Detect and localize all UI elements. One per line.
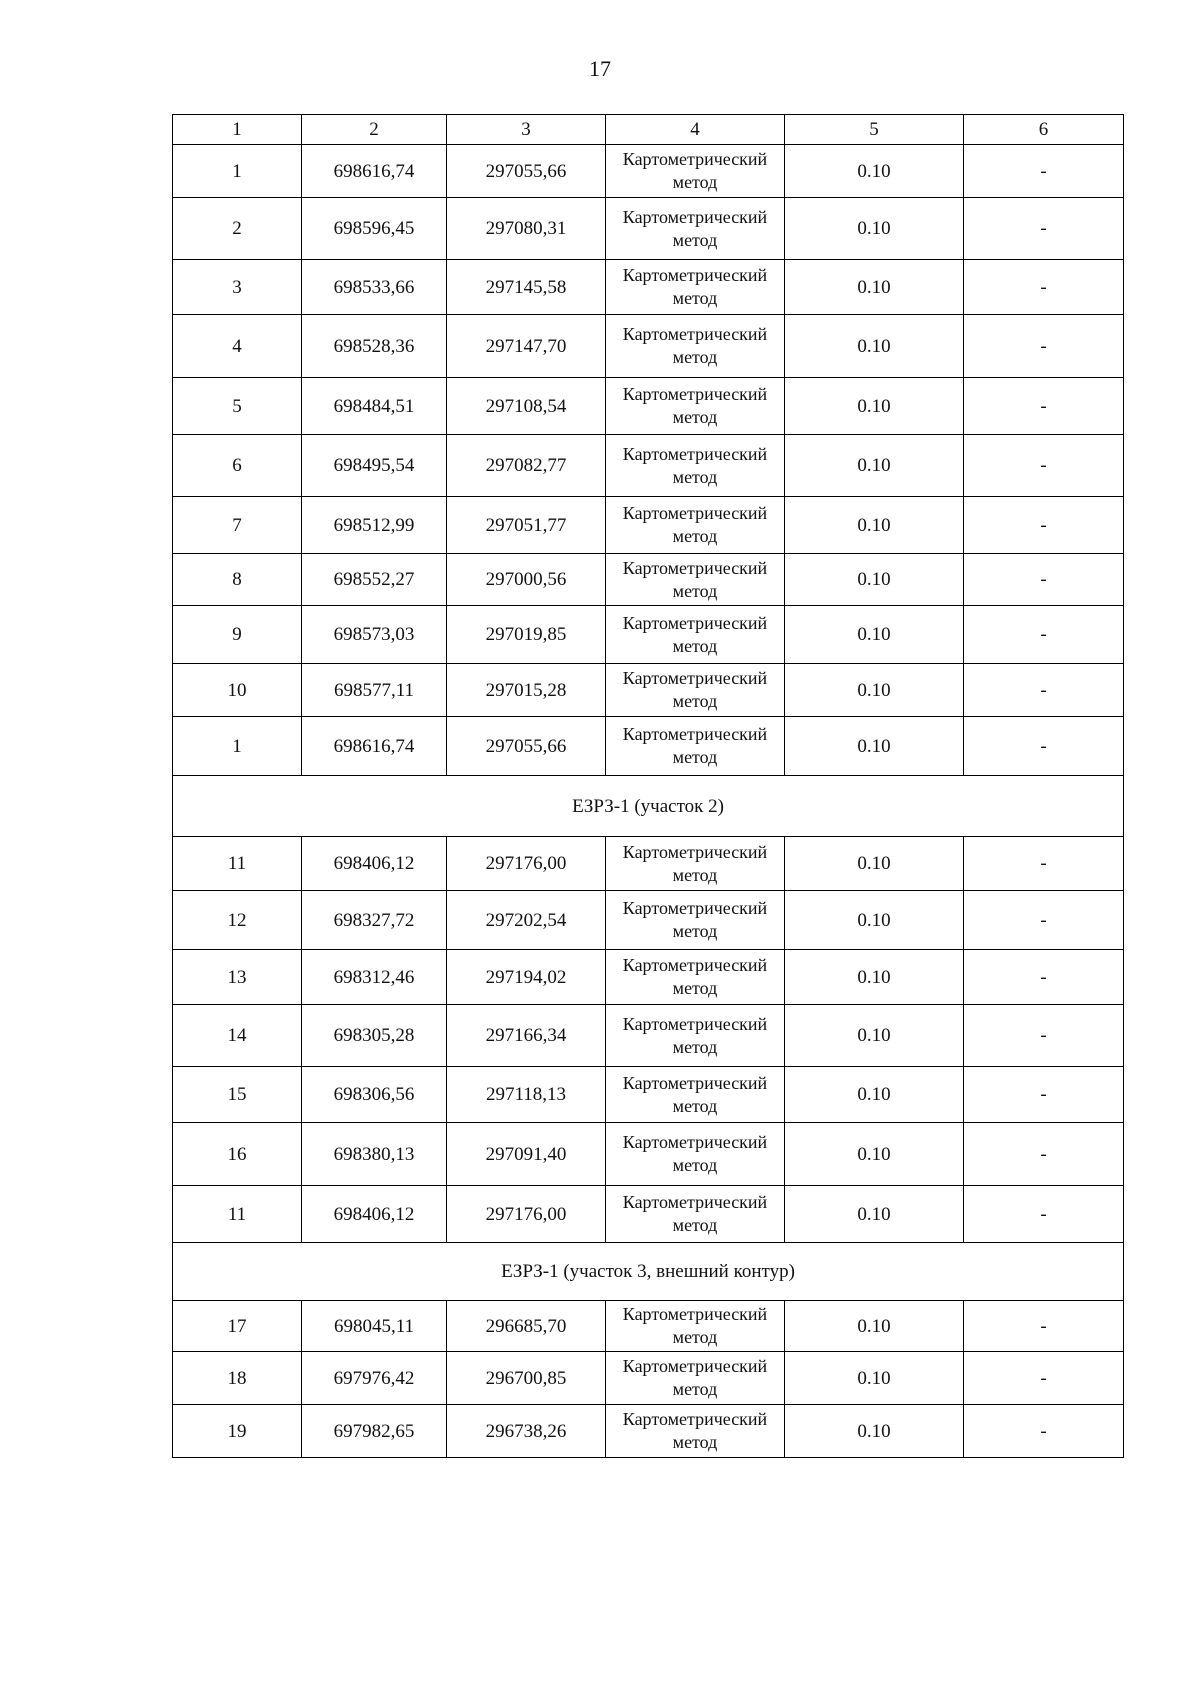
accuracy-cell: 0.10 [785,950,964,1005]
section-header-row [173,1243,1124,1301]
method-cell: Картометрический метод [606,837,785,891]
table-row [173,1005,1124,1067]
x-coordinate-cell: 698406,12 [302,1186,447,1243]
y-coordinate-cell: 297055,66 [447,717,606,776]
y-coordinate-cell: 297145,58 [447,260,606,315]
y-coordinate-cell: 297015,28 [447,664,606,717]
table-row [173,198,1124,260]
point-number-cell: 10 [173,664,302,717]
y-coordinate-cell: 297080,31 [447,198,606,260]
table-row [173,664,1124,717]
table-row [173,378,1124,435]
point-number-cell: 9 [173,606,302,664]
table-row [173,315,1124,378]
note-cell: - [964,1352,1124,1405]
column-header: 1 [173,115,302,145]
accuracy-cell: 0.10 [785,554,964,606]
method-cell: Картометрический метод [606,198,785,260]
accuracy-cell: 0.10 [785,1301,964,1352]
method-cell: Картометрический метод [606,891,785,950]
note-cell: - [964,145,1124,198]
table-row [173,1301,1124,1352]
table-row [173,260,1124,315]
point-number-cell: 19 [173,1405,302,1458]
y-coordinate-cell: 297082,77 [447,435,606,497]
table-body [173,115,1124,1458]
x-coordinate-cell: 698573,03 [302,606,447,664]
table-row [173,1186,1124,1243]
point-number-cell: 12 [173,891,302,950]
column-header: 5 [785,115,964,145]
point-number-cell: 15 [173,1067,302,1123]
x-coordinate-cell: 698512,99 [302,497,447,554]
method-cell: Картометрический метод [606,554,785,606]
table-row [173,1123,1124,1186]
note-cell: - [964,1405,1124,1458]
accuracy-cell: 0.10 [785,717,964,776]
accuracy-cell: 0.10 [785,1123,964,1186]
accuracy-cell: 0.10 [785,606,964,664]
table-row [173,606,1124,664]
method-cell: Картометрический метод [606,1186,785,1243]
note-cell: - [964,260,1124,315]
y-coordinate-cell: 297176,00 [447,1186,606,1243]
y-coordinate-cell: 296685,70 [447,1301,606,1352]
y-coordinate-cell: 297091,40 [447,1123,606,1186]
table-row [173,1405,1124,1458]
note-cell: - [964,1301,1124,1352]
point-number-cell: 18 [173,1352,302,1405]
point-number-cell: 3 [173,260,302,315]
note-cell: - [964,554,1124,606]
table-row [173,837,1124,891]
accuracy-cell: 0.10 [785,145,964,198]
section-title: ЕЗРЗ-1 (участок 2) [173,776,1124,837]
note-cell: - [964,606,1124,664]
note-cell: - [964,1123,1124,1186]
point-number-cell: 11 [173,1186,302,1243]
point-number-cell: 7 [173,497,302,554]
note-cell: - [964,497,1124,554]
method-cell: Картометрический метод [606,1405,785,1458]
x-coordinate-cell: 698406,12 [302,837,447,891]
method-cell: Картометрический метод [606,1301,785,1352]
x-coordinate-cell: 698616,74 [302,145,447,198]
point-number-cell: 1 [173,717,302,776]
note-cell: - [964,435,1124,497]
column-header: 3 [447,115,606,145]
note-cell: - [964,198,1124,260]
x-coordinate-cell: 698616,74 [302,717,447,776]
y-coordinate-cell: 297147,70 [447,315,606,378]
page-number: 17 [589,56,611,81]
x-coordinate-cell: 698305,28 [302,1005,447,1067]
table-row [173,891,1124,950]
accuracy-cell: 0.10 [785,891,964,950]
y-coordinate-cell: 297019,85 [447,606,606,664]
point-number-cell: 8 [173,554,302,606]
method-cell: Картометрический метод [606,1067,785,1123]
point-number-cell: 14 [173,1005,302,1067]
coordinates-table [172,114,1124,1458]
note-cell: - [964,1005,1124,1067]
column-header: 2 [302,115,447,145]
y-coordinate-cell: 297000,56 [447,554,606,606]
table-row [173,145,1124,198]
column-header-row [173,115,1124,145]
method-cell: Картометрический метод [606,497,785,554]
y-coordinate-cell: 297118,13 [447,1067,606,1123]
note-cell: - [964,315,1124,378]
table-row [173,717,1124,776]
x-coordinate-cell: 697982,65 [302,1405,447,1458]
method-cell: Картометрический метод [606,145,785,198]
section-header-row [173,776,1124,837]
y-coordinate-cell: 296738,26 [447,1405,606,1458]
table-row [173,1067,1124,1123]
column-header: 4 [606,115,785,145]
y-coordinate-cell: 297194,02 [447,950,606,1005]
note-cell: - [964,1067,1124,1123]
note-cell: - [964,891,1124,950]
note-cell: - [964,1186,1124,1243]
x-coordinate-cell: 698045,11 [302,1301,447,1352]
table-row [173,1352,1124,1405]
x-coordinate-cell: 698306,56 [302,1067,447,1123]
point-number-cell: 4 [173,315,302,378]
accuracy-cell: 0.10 [785,315,964,378]
method-cell: Картометрический метод [606,717,785,776]
accuracy-cell: 0.10 [785,260,964,315]
accuracy-cell: 0.10 [785,837,964,891]
accuracy-cell: 0.10 [785,497,964,554]
point-number-cell: 13 [173,950,302,1005]
accuracy-cell: 0.10 [785,435,964,497]
table-row [173,554,1124,606]
x-coordinate-cell: 698312,46 [302,950,447,1005]
accuracy-cell: 0.10 [785,664,964,717]
y-coordinate-cell: 297166,34 [447,1005,606,1067]
note-cell: - [964,664,1124,717]
accuracy-cell: 0.10 [785,198,964,260]
y-coordinate-cell: 297202,54 [447,891,606,950]
table-row [173,950,1124,1005]
column-header: 6 [964,115,1124,145]
x-coordinate-cell: 698596,45 [302,198,447,260]
method-cell: Картометрический метод [606,435,785,497]
note-cell: - [964,378,1124,435]
method-cell: Картометрический метод [606,606,785,664]
method-cell: Картометрический метод [606,664,785,717]
y-coordinate-cell: 297176,00 [447,837,606,891]
section-title: ЕЗРЗ-1 (участок 3, внешний контур) [173,1243,1124,1301]
accuracy-cell: 0.10 [785,1067,964,1123]
method-cell: Картометрический метод [606,1005,785,1067]
accuracy-cell: 0.10 [785,1405,964,1458]
point-number-cell: 2 [173,198,302,260]
x-coordinate-cell: 698533,66 [302,260,447,315]
x-coordinate-cell: 698484,51 [302,378,447,435]
x-coordinate-cell: 698528,36 [302,315,447,378]
method-cell: Картометрический метод [606,260,785,315]
y-coordinate-cell: 296700,85 [447,1352,606,1405]
accuracy-cell: 0.10 [785,1005,964,1067]
point-number-cell: 11 [173,837,302,891]
method-cell: Картометрический метод [606,315,785,378]
point-number-cell: 1 [173,145,302,198]
note-cell: - [964,950,1124,1005]
method-cell: Картометрический метод [606,1123,785,1186]
x-coordinate-cell: 697976,42 [302,1352,447,1405]
y-coordinate-cell: 297108,54 [447,378,606,435]
point-number-cell: 6 [173,435,302,497]
accuracy-cell: 0.10 [785,1352,964,1405]
note-cell: - [964,717,1124,776]
accuracy-cell: 0.10 [785,1186,964,1243]
method-cell: Картометрический метод [606,1352,785,1405]
x-coordinate-cell: 698380,13 [302,1123,447,1186]
y-coordinate-cell: 297051,77 [447,497,606,554]
method-cell: Картометрический метод [606,950,785,1005]
table-row [173,435,1124,497]
x-coordinate-cell: 698577,11 [302,664,447,717]
table-row [173,497,1124,554]
x-coordinate-cell: 698552,27 [302,554,447,606]
x-coordinate-cell: 698495,54 [302,435,447,497]
method-cell: Картометрический метод [606,378,785,435]
x-coordinate-cell: 698327,72 [302,891,447,950]
accuracy-cell: 0.10 [785,378,964,435]
point-number-cell: 16 [173,1123,302,1186]
point-number-cell: 5 [173,378,302,435]
note-cell: - [964,837,1124,891]
y-coordinate-cell: 297055,66 [447,145,606,198]
point-number-cell: 17 [173,1301,302,1352]
